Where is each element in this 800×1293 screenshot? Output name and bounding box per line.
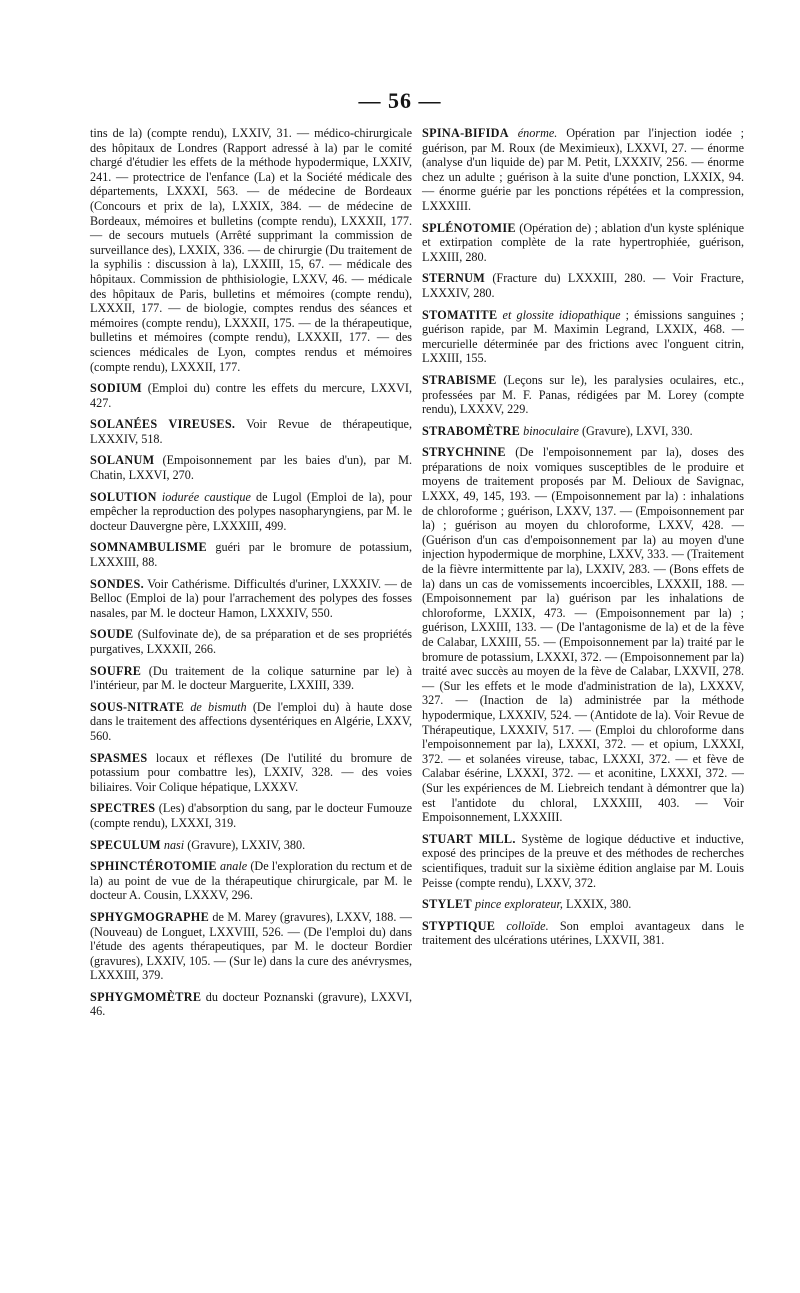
entry-text: LXXIX, 380. xyxy=(562,897,632,912)
entry-headword: SPHYGMOMÈTRE xyxy=(90,989,202,1004)
index-entry xyxy=(90,490,412,534)
entry-text: (Leçons sur le), les paralysies oculaires, etc., professées par M. F. Panas, rédigées par M. Lorey (compte rendu), LXXXV, 229. xyxy=(422,372,744,417)
entry-qualifier: binoculaire xyxy=(520,423,579,438)
entry-text: Opération par l'injection iodée ; guérison, par M. Roux (de Meximieux), LXXVI, 27. — énorme (analyse d'un liquide de) par M. Petit, LXXXIV, 256. — énorme chez un adulte ; guérison à la suite d'une ponction, LXXIX, 94. — énorme guérie par les ponctions répétées et la compression, LXXXIII. xyxy=(422,126,744,213)
entry-headword: STRABISME xyxy=(422,372,497,387)
index-entry xyxy=(90,751,412,795)
index-entry xyxy=(422,832,744,890)
entry-text: Son emploi avantageux dans le traitement des ulcérations utérines, LXXVII, 381. xyxy=(422,918,744,948)
entry-text: (Les) d'absorption du sang, par le docteur Fumouze (compte rendu), LXXXI, 319. xyxy=(90,801,412,830)
entry-headword: SOMNAMBULISME xyxy=(90,540,207,555)
entry-headword: SOLUTION xyxy=(90,489,157,504)
index-entry xyxy=(90,700,412,744)
index-entry xyxy=(422,271,744,300)
entry-text: de M. Marey (gravures), LXXV, 188. — (Nouveau) de Longuet, LXXVIII, 526. — (De l'emploi du) dans l'étude des agents thérapeutiques, par M. le docteur Bordier (gravures), LXXIV, 105. — (Sur le) dans la cure des anévrysmes, LXXXIII, 379. xyxy=(90,909,412,983)
entry-text: (Fracture du) LXXXIII, 280. — Voir Fracture, LXXXIV, 280. xyxy=(422,271,744,300)
entry-headword: SPECULUM xyxy=(90,837,161,852)
index-entry xyxy=(90,540,412,569)
entry-headword: STRABOMÈTRE xyxy=(422,423,521,438)
entry-text: (De l'emploi du) à haute dose dans le traitement des affections dysentériques en Algérie, LXXV, 560. xyxy=(90,699,412,743)
entry-headword: SPECTRES xyxy=(90,801,156,816)
entry-headword: SONDES. xyxy=(90,576,144,591)
index-entry xyxy=(90,990,412,1019)
entry-text: (De l'exploration du rectum et de la) au point de vue de la thérapeutique chirurgicale, par M. le docteur A. Cousin, LXXXV, 296. xyxy=(90,859,412,903)
entry-headword: SPHYGMOGRAPHE xyxy=(90,909,210,924)
entry-headword: SOUFRE xyxy=(90,663,142,678)
index-entry xyxy=(422,126,744,214)
index-entry xyxy=(90,801,412,830)
index-entry xyxy=(422,919,744,948)
index-entry xyxy=(90,381,412,410)
entry-headword: SPHINCTÉROTOMIE xyxy=(90,859,217,874)
entry-text: (De l'empoisonnement par la), doses des préparations de noix vomiques susceptibles de le produire et moyens de traitement proposés par M. Delioux de Savignac, LXXX, 49, 145, 193. — (Empoisonnement par la) : inhalations de chloroforme ; guérison, LXXV, 137. — (Empoisonnement par la) ; guérison au moyen du chloroforme, LXXV, 428. — (Guérison d'un cas d'empoisonnement par la) au moyen d'une injection hypodermique de morphine, LXXV, 333. — (Traitement de la fièvre intermittente par la), LXXIV, 283. — (Bons effets de la) dans un cas de vomissements incoercibles, LXXXII, 188. — (Empoisonnement par la) guérison par les inhalations de chloroforme, LXXIX, 473. — (Empoisonnement par la) ; guérison, LXXIII, 133. — (De l'antagonisme de la) et de la fève de Calabar, LXXIII, 55. — (Empoisonnement par la) traité par le bromure de potassium, LXXXI, 372. — (Empoisonnement par la) traité avec succès au moyen de la fève de Calabar, LXXVII, 278. — (Sur les effets et le mode d'administration de la), LXXXV, 327. — (Inaction de la) administrée par la méthode hypodermique, LXXXIV, 524. — (Antidote de la). Voir Revue de Thérapeutique, LXXXIV, 517. — (Emploi du chloroforme dans l'empoisonnement par la), LXXXI, 372. — et opium, LXXXI, 372. — et solanées vireuse, tabac, LXXXI, 372. — et fève de Calabar ésérine, LXXXI, 372. — et aconitine, LXXXI, 372. — (Sur les expériences de M. Liebreich tendant à démontrer que la) est l'antidote du chloral, LXXXIII, 403. — Voir Empoisonnement, LXXXIII. xyxy=(422,445,744,825)
index-entry xyxy=(90,859,412,903)
index-entry xyxy=(90,627,412,656)
index-entry xyxy=(90,910,412,983)
entry-qualifier: anale xyxy=(216,859,248,874)
entry-qualifier: de bismuth xyxy=(184,699,247,714)
entry-headword: SPLÉNOTOMIE xyxy=(422,220,516,235)
left-column xyxy=(90,126,412,1026)
index-entry xyxy=(422,897,744,912)
entry-text: de Lugol (Emploi de la), pour empêcher la reproduction des polypes nasopharyngiens, par M. le docteur Dauvergne père, LXXXIII, 499. xyxy=(90,489,412,533)
entry-headword: SPINA-BIFIDA xyxy=(422,126,509,140)
entry-text: (Sulfovinate de), de sa préparation et de ses propriétés purgatives, LXXXII, 266. xyxy=(90,627,412,656)
entry-text: (Emploi du) contre les effets du mercure, LXXVI, 427. xyxy=(90,381,412,410)
index-entry xyxy=(90,664,412,693)
entry-text: tins de la) (compte rendu), LXXIV, 31. — médico-chirurgicale des hôpitaux de Londres (Rapport adressé à la) par le comité chargé d'étudier les effets de la méthode hypodermique, LXXIV, 241. — protectrice de l'enfance (La) et la Société médicale des départements, LXXXI, 563. — de médecine de Bordeaux (Concours et prix de la), LXXIX, 384. — de médecine de Bordeaux, mémoires et bulletins (compte rendu), LXXXII, 177. — de secours mutuels (Arrêté supprimant la commission de surveillance des), LXXIX, 336. — de chirurgie (Du traitement de la syphilis : discussion à la), LXXIII, 15, 67. — médicale des hôpitaux. Commission de phthisiologie, LXXV, 46. — médicale des hôpitaux de Paris, bulletins et mémoires (compte rendu), LXXXII, 177. — de biologie, comptes rendus des séances et mémoires (compte rendu), LXXXII, 175. — de la thérapeutique, bulletins et mémoires (compte rendu), LXXXII, 177. — des sciences médicales de Lyon, comptes rendus et mémoires (compte rendu), LXXXII, 177. xyxy=(90,126,412,374)
entry-headword: STYLET xyxy=(422,897,472,912)
entry-headword: SODIUM xyxy=(90,381,142,396)
index-entry xyxy=(422,373,744,417)
index-entry xyxy=(422,445,744,824)
entry-text: Système de logique déductive et inductive, exposé des principes de la preuve et des méthodes de recherches scientifiques, traduit sur la sixième édition anglaise par M. Louis Peisse (compte rendu), LXXV, 372. xyxy=(422,831,744,890)
entry-qualifier: énorme. xyxy=(508,126,558,140)
entry-headword: SOUS-NITRATE xyxy=(90,699,185,714)
entry-headword: SPASMES xyxy=(90,750,148,765)
index-entry xyxy=(90,838,412,853)
entry-qualifier: nasi xyxy=(160,837,185,852)
entry-text: Voir Revue de thérapeutique, LXXXIV, 518. xyxy=(90,417,412,446)
entry-headword: STERNUM xyxy=(422,271,486,286)
index-entry xyxy=(90,126,412,374)
page-number: — 56 — xyxy=(358,88,442,113)
entry-qualifier: iodurée caustique xyxy=(156,489,251,504)
entry-headword: STUART MILL. xyxy=(422,831,516,846)
entry-text: (Opération de) ; ablation d'un kyste splénique et extirpation complète de la rate hypertrophiée, guérison, LXXIII, 280. xyxy=(422,220,744,264)
entry-headword: SOUDE xyxy=(90,627,134,642)
index-entry xyxy=(422,308,744,366)
entry-headword: SOLANÉES VIREUSES. xyxy=(90,417,236,432)
index-entry xyxy=(90,417,412,446)
entry-text: locaux et réflexes (De l'utilité du bromure de potassium pour combattre les), LXXIV, 328. — des voies biliaires. Voir Colique hépatique, LXXXV. xyxy=(90,750,412,794)
entry-text: (Empoisonnement par les baies d'un), par M. Chatin, LXXVI, 270. xyxy=(90,453,412,483)
entry-headword: STRYCHNINE xyxy=(422,445,506,460)
entry-qualifier: colloïde. xyxy=(495,918,549,933)
entry-qualifier: et glossite idiopathique xyxy=(497,307,621,322)
entry-text: (Gravure), LXVI, 330. xyxy=(578,423,693,438)
entry-text: guéri par le bromure de potassium, LXXXIII, 88. xyxy=(90,540,412,570)
entry-text: Voir Cathérisme. Difficultés d'uriner, LXXXIV. — de Belloc (Emploi de la) pour l'arrachement des polypes des fosses nasales, par M. le docteur Hamon, LXXXIV, 550. xyxy=(90,576,412,620)
entry-text: (Gravure), LXXIV, 380. xyxy=(184,837,306,852)
index-entry xyxy=(422,221,744,265)
entry-qualifier: pince explorateur, xyxy=(471,897,563,912)
entry-text: (Du traitement de la colique saturnine par le) à l'intérieur, par M. le docteur Marguerite, LXXIII, 339. xyxy=(90,663,412,693)
entry-text: du docteur Poznanski (gravure), LXXVI, 46. xyxy=(90,989,412,1019)
entry-headword: STOMATITE xyxy=(422,307,498,322)
index-entry xyxy=(90,453,412,482)
index-entry xyxy=(90,577,412,621)
entry-headword: STYPTIQUE xyxy=(422,918,496,933)
entry-text: ; émissions sanguines ; guérison rapide, par M. Maximin Legrand, LXXIX, 468. — mercurielle déterminée par des frictions avec l'onguent citrin, LXXIII, 155. xyxy=(422,307,744,366)
index-entry xyxy=(422,424,744,439)
entry-headword: SOLANUM xyxy=(90,453,155,468)
right-column xyxy=(422,126,744,955)
